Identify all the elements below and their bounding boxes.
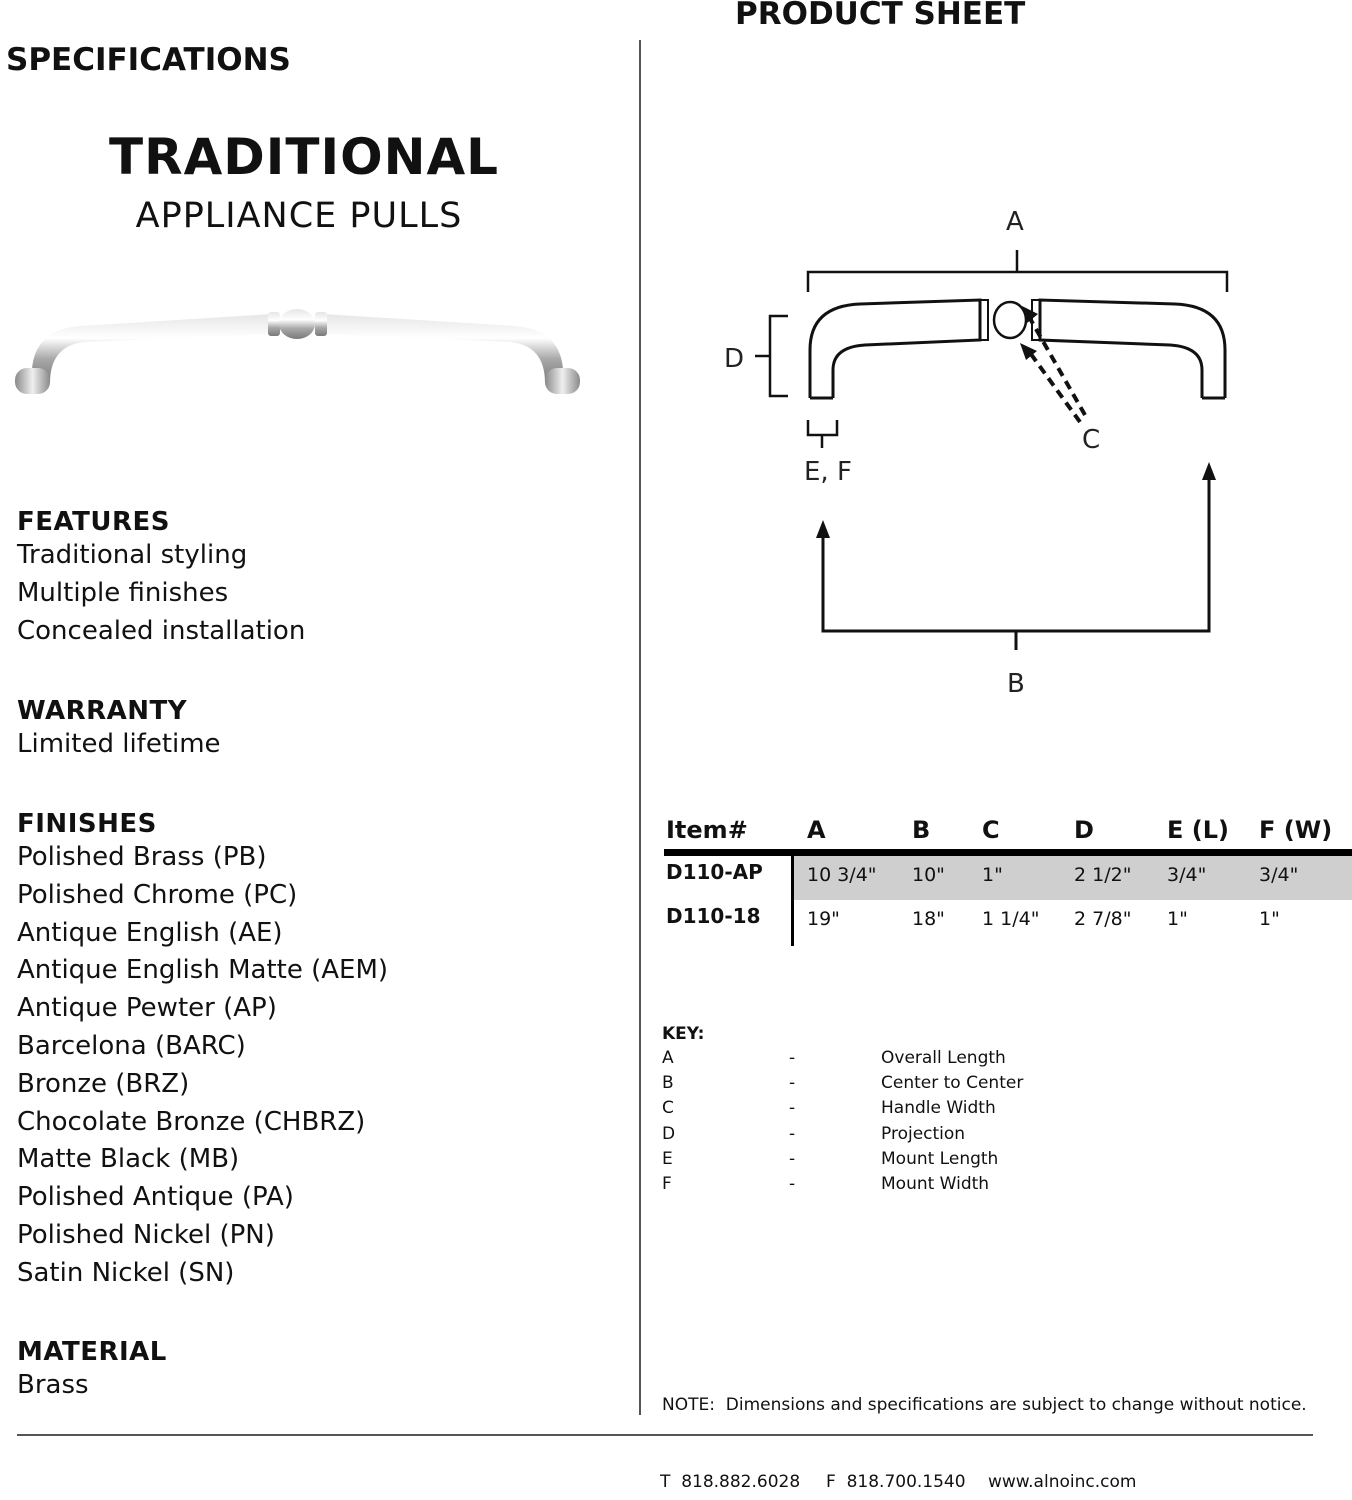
key-description: Overall Length (881, 1048, 1006, 1068)
table-header-a: A (807, 816, 826, 844)
table-header-row (664, 810, 1352, 850)
key-row (662, 1124, 1082, 1149)
key-description: Handle Width (881, 1098, 996, 1118)
dimension-c-arrows (1028, 315, 1085, 422)
warranty-heading: WARRANTY (17, 696, 188, 726)
key-letter: D (662, 1124, 676, 1144)
finish-item: Antique Pewter (AP) (17, 993, 277, 1024)
finish-item: Satin Nickel (SN) (17, 1257, 235, 1288)
table-cell: 1" (1259, 908, 1280, 930)
table-cell: 1 1/4" (982, 908, 1040, 930)
key-dash: - (789, 1048, 796, 1068)
features-item: Concealed installation (17, 615, 306, 646)
dimension-b-bracket (823, 468, 1209, 650)
dimension-d-label: D (724, 344, 745, 374)
product-sheet-heading: PRODUCT SHEET (735, 0, 1026, 32)
key-letter: C (662, 1098, 674, 1118)
key-letter: A (662, 1048, 674, 1068)
key-description: Mount Width (881, 1174, 990, 1194)
key-dash: - (789, 1073, 796, 1093)
finish-item: Antique English (AE) (17, 917, 283, 948)
table-header-b: B (912, 816, 931, 844)
dimension-ef-bracket (808, 420, 837, 448)
table-header-f: F (W) (1259, 816, 1333, 844)
table-cell: 1" (982, 864, 1003, 886)
finish-item: Polished Nickel (PN) (17, 1219, 275, 1250)
key-heading: KEY: (662, 1024, 705, 1044)
table-cell: 2 1/2" (1074, 864, 1132, 886)
finishes-heading: FINISHES (17, 809, 157, 839)
key-row (662, 1174, 1082, 1199)
dimension-b-label: B (1007, 669, 1025, 699)
table-row (664, 900, 1352, 944)
table-cell: 18" (912, 908, 945, 930)
key-description: Mount Length (881, 1149, 999, 1169)
table-cell: 3/4" (1167, 864, 1207, 886)
features-item: Traditional styling (17, 540, 248, 570)
finish-item: Polished Chrome (PC) (17, 879, 298, 910)
table-cell-item: D110-AP (666, 860, 763, 884)
key-dash: - (789, 1149, 796, 1169)
key-letter: F (662, 1174, 672, 1194)
table-row (664, 856, 1352, 900)
dimension-ef-label: E, F (804, 457, 852, 487)
key-dash: - (789, 1124, 796, 1144)
table-cell-item: D110-18 (666, 904, 761, 928)
appliance-pull-image (10, 298, 585, 408)
table-header-item: Item# (666, 816, 748, 844)
key-dash: - (789, 1174, 796, 1194)
footer-website-link[interactable]: www.alnoinc.com (988, 1472, 1137, 1492)
material-heading: MATERIAL (17, 1337, 167, 1367)
dimension-table (664, 810, 1352, 950)
finish-item: Polished Brass (PB) (17, 842, 267, 872)
key-letter: B (662, 1073, 674, 1093)
finish-item: Bronze (BRZ) (17, 1068, 190, 1099)
key-description: Center to Center (881, 1073, 1024, 1093)
specifications-heading: SPECIFICATIONS (6, 42, 291, 78)
footer-fax: F 818.700.1540 (826, 1472, 966, 1492)
key-row (662, 1098, 1082, 1123)
key-row (662, 1048, 1082, 1073)
table-header-c: C (982, 816, 1000, 844)
material-item: Brass (17, 1370, 89, 1400)
dimension-d-bracket (755, 316, 788, 396)
finish-item: Antique English Matte (AEM) (17, 955, 389, 986)
table-cell: 1" (1167, 908, 1188, 930)
dimension-a-bracket (808, 250, 1227, 292)
features-item: Multiple finishes (17, 577, 229, 608)
key-row (662, 1073, 1082, 1098)
table-header-rule (664, 849, 1352, 856)
features-heading: FEATURES (17, 507, 170, 537)
disclaimer-note: NOTE: Dimensions and specifications are subject to change without notice. (662, 1395, 1307, 1415)
key-dash: - (789, 1098, 796, 1118)
footer-divider (17, 1434, 1313, 1436)
table-header-d: D (1074, 816, 1094, 844)
warranty-section (17, 696, 221, 764)
finishes-section (17, 809, 388, 1293)
column-divider (639, 40, 641, 1415)
product-subtitle: APPLIANCE PULLS (135, 196, 463, 236)
key-description: Projection (881, 1124, 966, 1144)
footer-phone: T 818.882.6028 (660, 1472, 801, 1492)
finish-item: Barcelona (BARC) (17, 1030, 246, 1061)
features-section (17, 507, 305, 650)
warranty-item: Limited lifetime (17, 729, 221, 759)
handle-outline (810, 300, 1225, 398)
table-cell: 2 7/8" (1074, 908, 1132, 930)
table-cell: 3/4" (1259, 864, 1299, 886)
table-cell: 19" (807, 908, 840, 930)
finish-item: Chocolate Bronze (CHBRZ) (17, 1106, 366, 1137)
product-title: TRADITIONAL (108, 128, 500, 186)
material-section (17, 1337, 167, 1405)
table-cell: 10 3/4" (807, 864, 877, 886)
key-row (662, 1149, 1082, 1174)
finish-item: Polished Antique (PA) (17, 1182, 294, 1213)
finish-item: Matte Black (MB) (17, 1144, 240, 1175)
table-cell: 10" (912, 864, 945, 886)
key-letter: E (662, 1149, 673, 1169)
dimension-diagram (700, 190, 1260, 710)
dimension-c-label: C (1082, 425, 1101, 455)
table-header-e: E (L) (1167, 816, 1229, 844)
dimension-a-label: A (1006, 207, 1024, 237)
